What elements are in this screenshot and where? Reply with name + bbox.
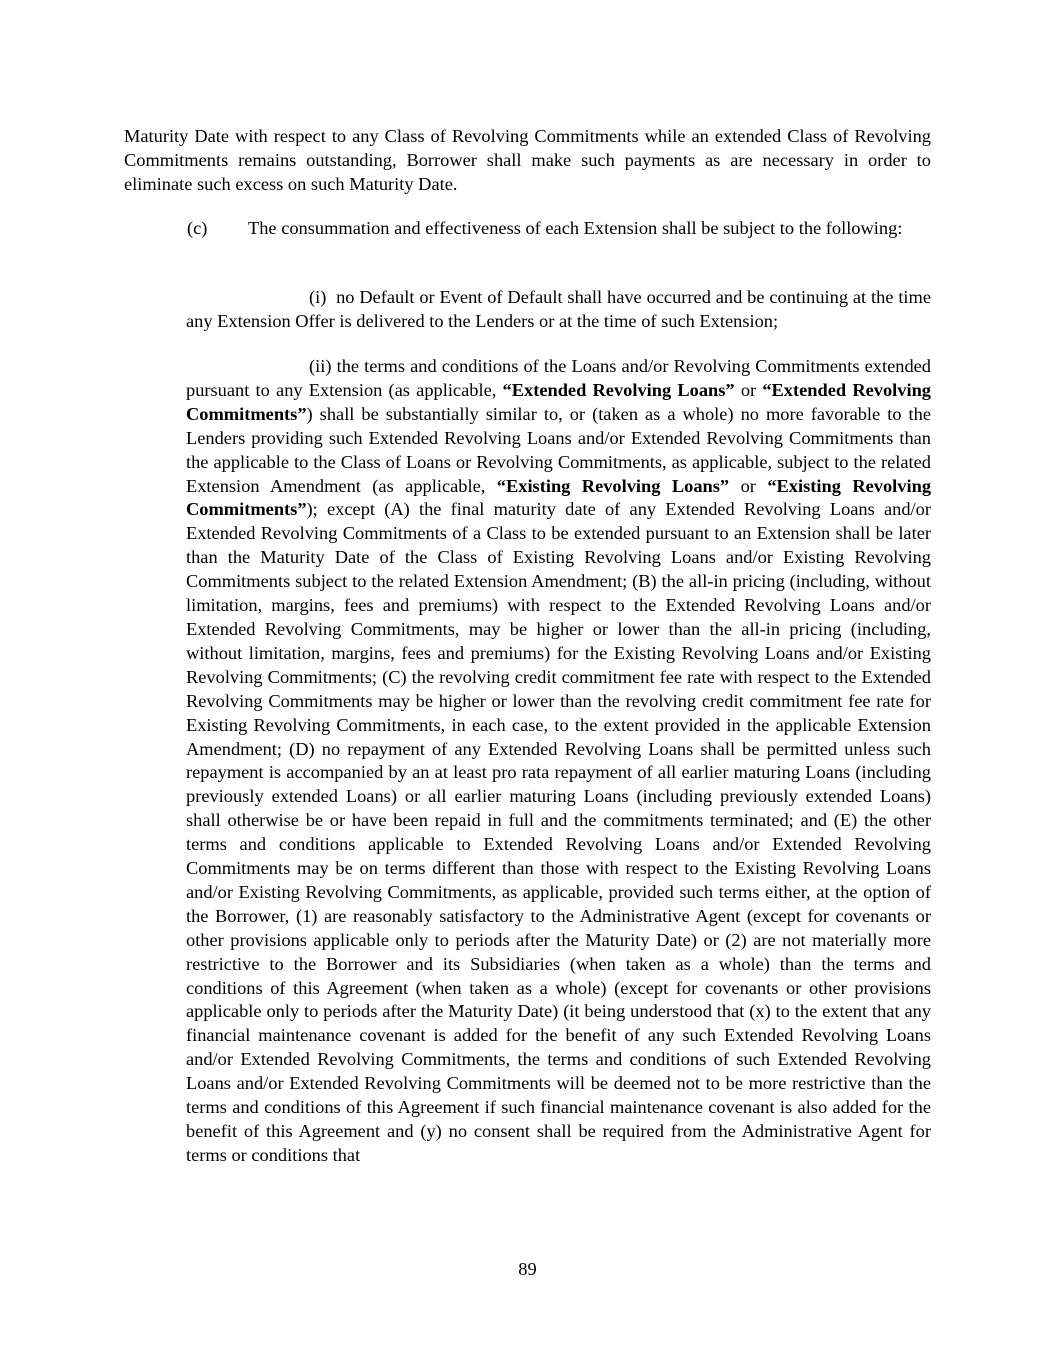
defined-term-existing-revolving-loans: “Existing Revolving Loans” <box>496 475 730 496</box>
clause-ii-text-5: ); except (A) the final maturity date of any Extended Revolving Loans and/or Extended Revolving Commitments of a Class to be extended pursuant to an Extension shall be later than the Maturity Date of the Class of Existing Revolving Loans and/or Existing Revolving Commitments subject to the related Extension Amendment; (B) the all-in pricing (including, without limitation, margins, fees and premiums) with respect to the Extended Revolving Loans and/or Extended Revolving Commitments, may be higher or lower than the all-in pricing (including, without limitation, margins, fees and premiums) for the Existing Revolving Loans and/or Existing Revolving Commitments; (C) the revolving credit commitment fee rate with respect to the Extended Revolving Commitments may be higher or lower than the revolving credit commitment fee rate for Existing Revolving Commitments, in each case, to the extent provided in the applicable Extension Amendment; (D) no repayment of any Extended Revolving Loans shall be permitted unless such repayment is accompanied by an at least pro rata repayment of all earlier maturing Loans (including previously extended Loans) or all earlier maturing Loans (including previously extended Loans) shall otherwise be or have been repaid in full and the commitments terminated; and (E) the other terms and conditions applicable to Extended Revolving Loans and/or Extended Revolving Commitments may be on terms different than those with respect to the Existing Revolving Loans and/or Existing Revolving Commitments, as applicable, provided such terms either, at the option of the Borrower, (1) are reasonably satisfactory to the Administrative Agent (except for covenants or other provisions applicable only to periods after the Maturity Date) or (2) are not materially more restrictive to the Borrower and its Subsidiaries (when taken as a whole) than the terms and conditions of this Agreement (when taken as a whole) (except for covenants or other provisions applicable only to periods after the Maturity Date) (it being understood that (x) to the extent that any financial maintenance covenant is added for the benefit of any such Extended Revolving Loans and/or Extended Revolving Commitments, the terms and conditions of such Extended Revolving Loans and/or Extended Revolving Commitments will be deemed not to be more restrictive than the terms and conditions of this Agreement if such financial maintenance covenant is also added for the benefit of this Agreement and (y) no consent shall be required from the Administrative Agent for terms or conditions that <box>186 499 931 1165</box>
clause-c-label: (c) <box>187 218 208 238</box>
clause-i-text: no Default or Event of Default shall have occurred and be continuing at the time any Extension Offer is delivered to the Lenders or at the time of such Extension; <box>186 287 932 331</box>
clause-c-paragraph <box>124 217 931 241</box>
clause-ii-text-4: or <box>729 475 768 496</box>
clause-i-paragraph <box>186 286 931 334</box>
clause-ii-label: (ii) <box>309 356 332 376</box>
clause-i-label: (i) <box>309 287 327 307</box>
clause-ii-text-3: ) shall be substantially similar to, or (taken as a whole) no more favorable to the Lenders providing such Extended Revolving Loans and/or Extended Revolving Commitments than the applicable to the Class of Loans or Revolving Commitments, as applicable, subject to the related Extension Amendment (as applicable, <box>186 403 931 496</box>
continuation-paragraph: Maturity Date with respect to any Class of Revolving Commitments while an extended Class of Revolving Commitments remains outstanding, Borrower shall make such payments as are necessary in order to eliminate such excess on such Maturity Date. <box>124 126 931 194</box>
clause-c-text: The consummation and effectiveness of each Extension shall be subject to the following: <box>248 218 903 238</box>
clause-ii-paragraph <box>186 355 931 1168</box>
clause-ii-text-2: or <box>734 379 763 400</box>
page-number: 89 <box>518 1259 537 1279</box>
defined-term-extended-revolving-commitments: “Extended Revolving Commitments” <box>186 379 932 424</box>
defined-term-extended-revolving-loans: “Extended Revolving Loans” <box>502 379 735 400</box>
clause-ii-text-1: the terms and conditions of the Loans and/or Revolving Commitments extended pursuant to any Extension (as applicable, <box>186 356 931 400</box>
defined-term-existing-revolving-commitments: “Existing Revolving Commitments” <box>186 475 932 520</box>
